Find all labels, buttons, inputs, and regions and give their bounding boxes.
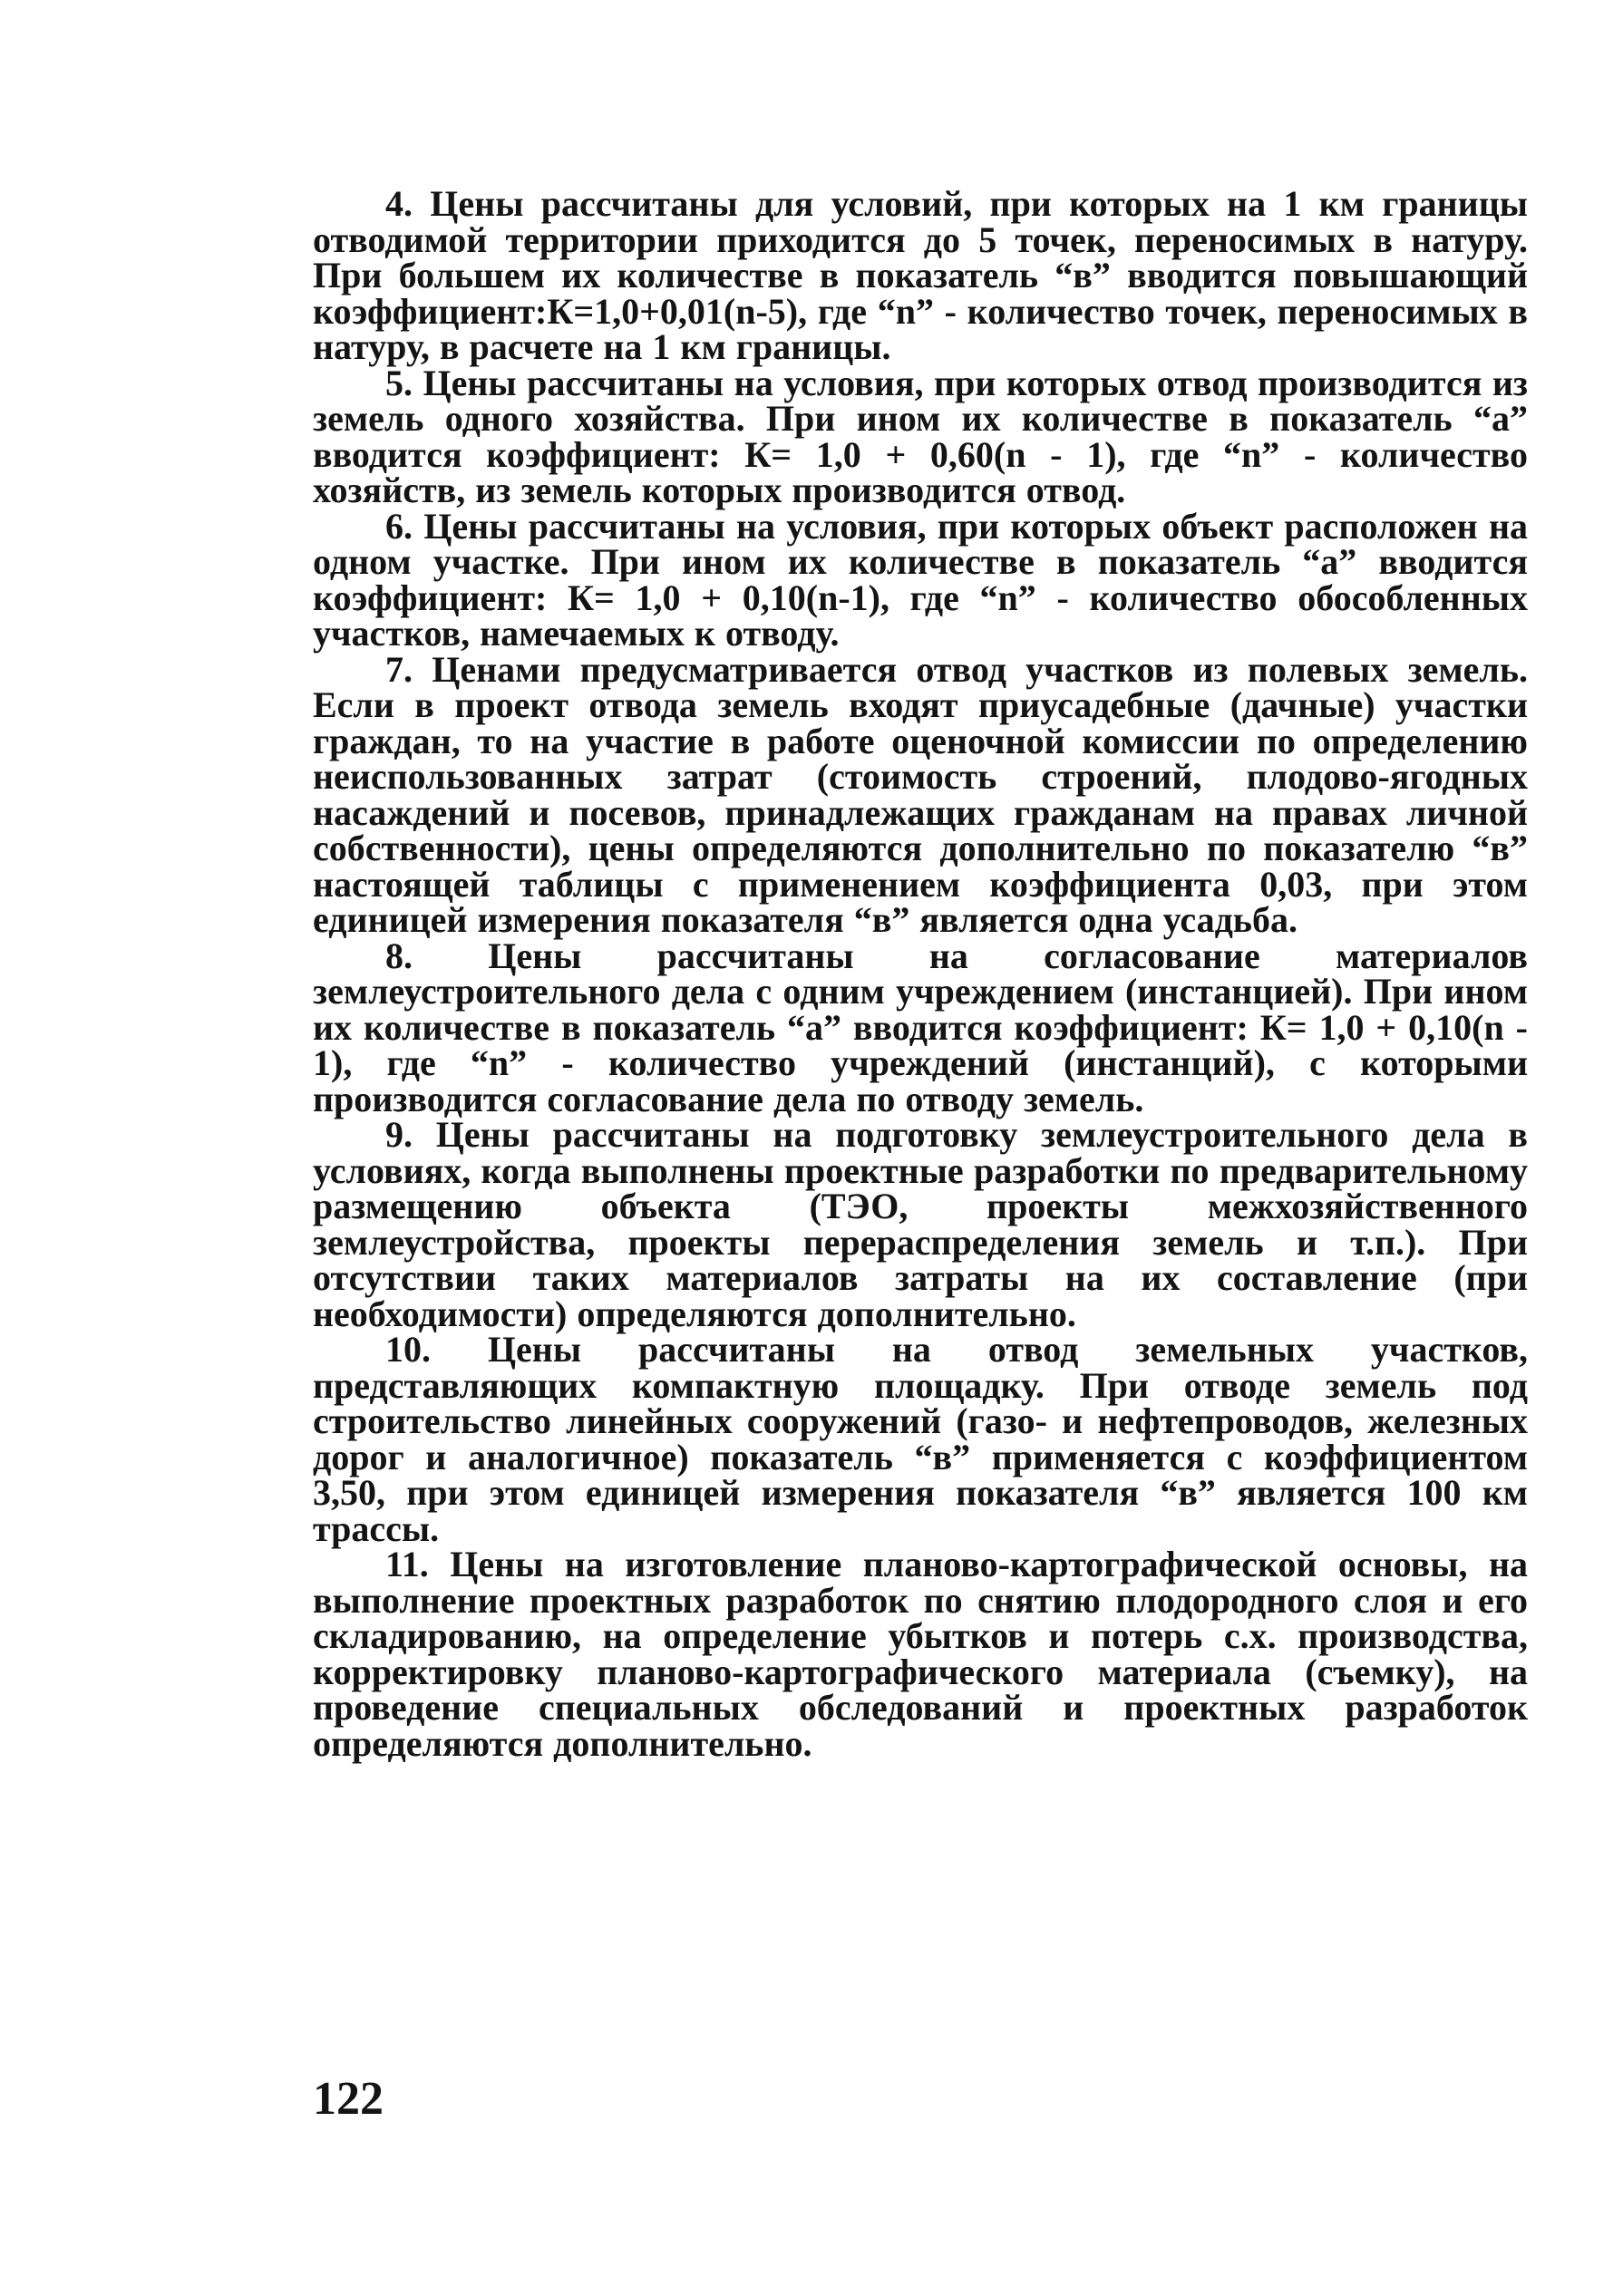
paragraph-8: 8. Цены рассчитаны на согласование материалов землеустроительного дела с одним учреждением (инстанцией). При ином их количестве в показатель “а” вводится коэффициент: К= 1,0 + 0,10(n - 1), где “n” - количество учреждений (инстанций), с которыми производится согласование дела по отводу земель. [313,935,1528,1119]
paragraph-4: 4. Цены рассчитаны для условий, при которых на 1 км границы отводимой территории приходится до 5 точек, переносимых в натуру. При большем их количестве в показатель “в” вводится повышающий коэффициент:К=1,0+0,01(n-5), где “n” - количество точек, переносимых в натуру, в расчете на 1 км границы. [313,183,1528,367]
page-number: 122 [313,2073,384,2125]
paragraph-5: 5. Цены рассчитаны на условия, при которых отвод производится из земель одного хозяйства. При ином их количестве в показатель “а” вводится коэффициент: К= 1,0 + 0,60(n - 1), где “n” - количество хозяйств, из земель которых производится отвод. [313,362,1528,510]
paragraph-9: 9. Цены рассчитаны на подготовку землеустроительного дела в условиях, когда выполнены проектные разработки по предварительному размещению объекта (ТЭО, проекты межхозяйственного землеустройства, проекты перераспределения земель и т.п.). При отсутствии таких материалов затраты на их составление (при необходимости) определяются дополнительно. [313,1114,1528,1334]
paragraph-11: 11. Цены на изготовление планово-картографической основы, на выполнение проектных разработок по снятию плодородного слоя и его складированию, на определение убытков и потерь с.х. производства, корректировку планово-картографического материала (съемку), на проведение специальных обследований и проектных разработок определяются дополнительно. [313,1544,1528,1764]
document-body [313,183,1528,1764]
paragraph-10: 10. Цены рассчитаны на отвод земельных участков, представляющих компактную площадку. При отводе земель под строительство линейных сооружений (газо- и нефтепроводов, железных дорог и аналогичное) показатель “в” применяется с коэффициентом 3,50, при этом единицей измерения показателя “в” является 100 км трассы. [313,1329,1528,1549]
paragraph-7: 7. Ценами предусматривается отвод участков из полевых земель. Если в проект отвода земель входят приусадебные (дачные) участки граждан, то на участие в работе оценочной комиссии по определению неиспользованных затрат (стоимость строений, плодово-ягодных насаждений и посевов, принадлежащих гражданам на правах личной собственности), цены определяются дополнительно по показателю “в” настоящей таблицы с применением коэффициента 0,03, при этом единицей измерения показателя “в” является одна усадьба. [313,648,1528,940]
paragraph-6: 6. Цены рассчитаны на условия, при которых объект расположен на одном участке. При ином их количестве в показатель “а” вводится коэффициент: К= 1,0 + 0,10(n-1), где “n” - количество обособленных участков, намечаемых к отводу. [313,505,1528,654]
